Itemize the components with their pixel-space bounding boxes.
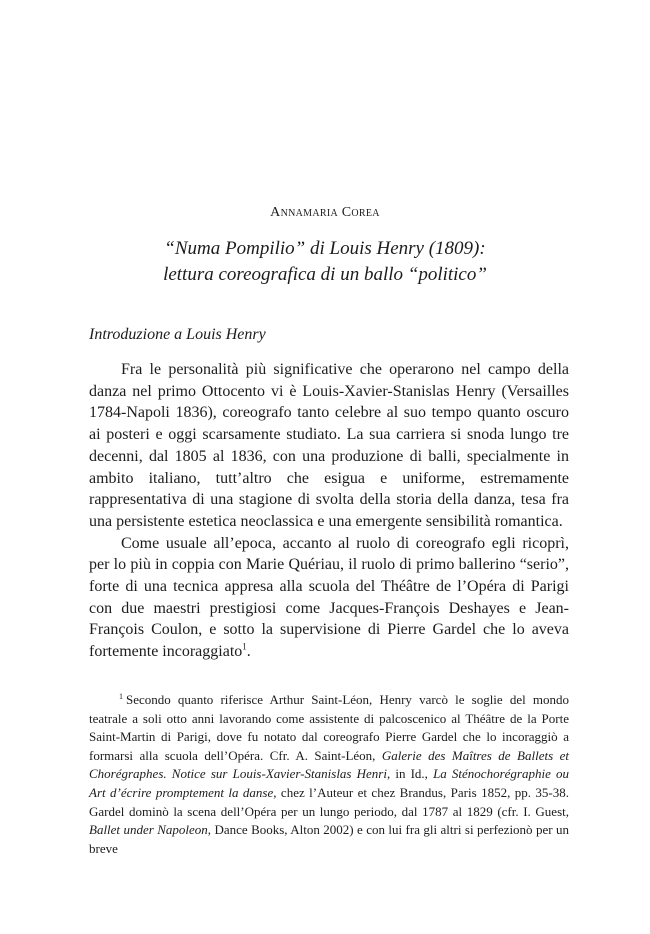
footnote-cite-3: Ballet under Napoleon bbox=[89, 822, 208, 838]
paragraph-1: Fra le personalità più significative che operarono nel campo della danza nel primo Ottocento vi è Louis-Xavier-Stanislas Henry (Versailles 1784-Napoli 1836), coreografo tanto celebre al suo tempo quanto oscuro ai posteri e oggi scarsamente studiato. La sua carriera si snoda lungo tre decenni, dal 1805 al 1836, con una produzione di balli, specialmente in ambito italiano, tutt’altro che esigua e uniforme, estremamente rappresentativa di una stagione di svolta della storia della danza, tesa fra una persistente estetica neoclassica e una emergente sensibilità romantica. bbox=[89, 361, 569, 530]
footnote-number: 1 bbox=[119, 691, 123, 701]
footnote-ref[interactable]: 1 bbox=[242, 641, 247, 652]
footnote-1 bbox=[89, 691, 569, 858]
footnote-text-3: , chez l’Auteur et chez Brandus, Paris 1852, pp. 35-38. Gardel dominò la scena dell’Opéra per un lungo periodo, dal 1787 al 1829 (cfr. I. Guest, bbox=[89, 784, 569, 819]
title-line-2: lettura coreografica di un ballo “politico” bbox=[163, 264, 487, 285]
footnote-text-1: Secondo quanto riferisce Arthur Saint-Léon, Henry varcò le soglie del mondo teatrale a soli otto anni lavorando come assistente di palcoscenico al Théâtre de la Porte Saint-Martin di Parigi, dove fu notato dal coreografo Pierre Gardel che lo incoraggiò a formarsi alla scuola dell’Opéra. Cfr. A. Saint-Léon, bbox=[89, 692, 569, 763]
author-name: Annamaria Corea bbox=[270, 205, 380, 220]
paragraph-2-text: Come usuale all’epoca, accanto al ruolo di coreografo egli ricoprì, per lo più in coppia con Marie Quériau, il ruolo di primo ballerino “serio”, forte di una tecnica appresa alla scuola del Théâtre de l’Opéra di Parigi con due maestri prestigiosi come Jacques-François Deshayes e Jean-François Coulon, e sotto la supervisione di Pierre Gardel che lo aveva fortemente incoraggiato bbox=[89, 534, 569, 661]
paragraph-2-end: . bbox=[246, 643, 251, 661]
footnote bbox=[89, 691, 569, 858]
article-title bbox=[0, 236, 650, 288]
section-heading: Introduzione a Louis Henry bbox=[89, 326, 266, 343]
footnote-text-2: , in Id., bbox=[386, 766, 434, 782]
body-text bbox=[89, 359, 569, 663]
paragraph-2 bbox=[89, 533, 569, 663]
footnote-cite-1: Galerie des Maîtres de Ballets et Chorégraphes. Notice sur Louis-Xavier-Stanislas Henri bbox=[89, 747, 569, 782]
footnote-text-4: , Dance Books, Alton 2002) e con lui fra gli altri si perfezionò per un breve bbox=[89, 822, 569, 856]
title-line-1: “Numa Pompilio” di Louis Henry (1809): bbox=[164, 238, 486, 259]
footnote-cite-2: La Sténochorégraphie ou Art d’écrire promptement la danse bbox=[89, 766, 569, 800]
